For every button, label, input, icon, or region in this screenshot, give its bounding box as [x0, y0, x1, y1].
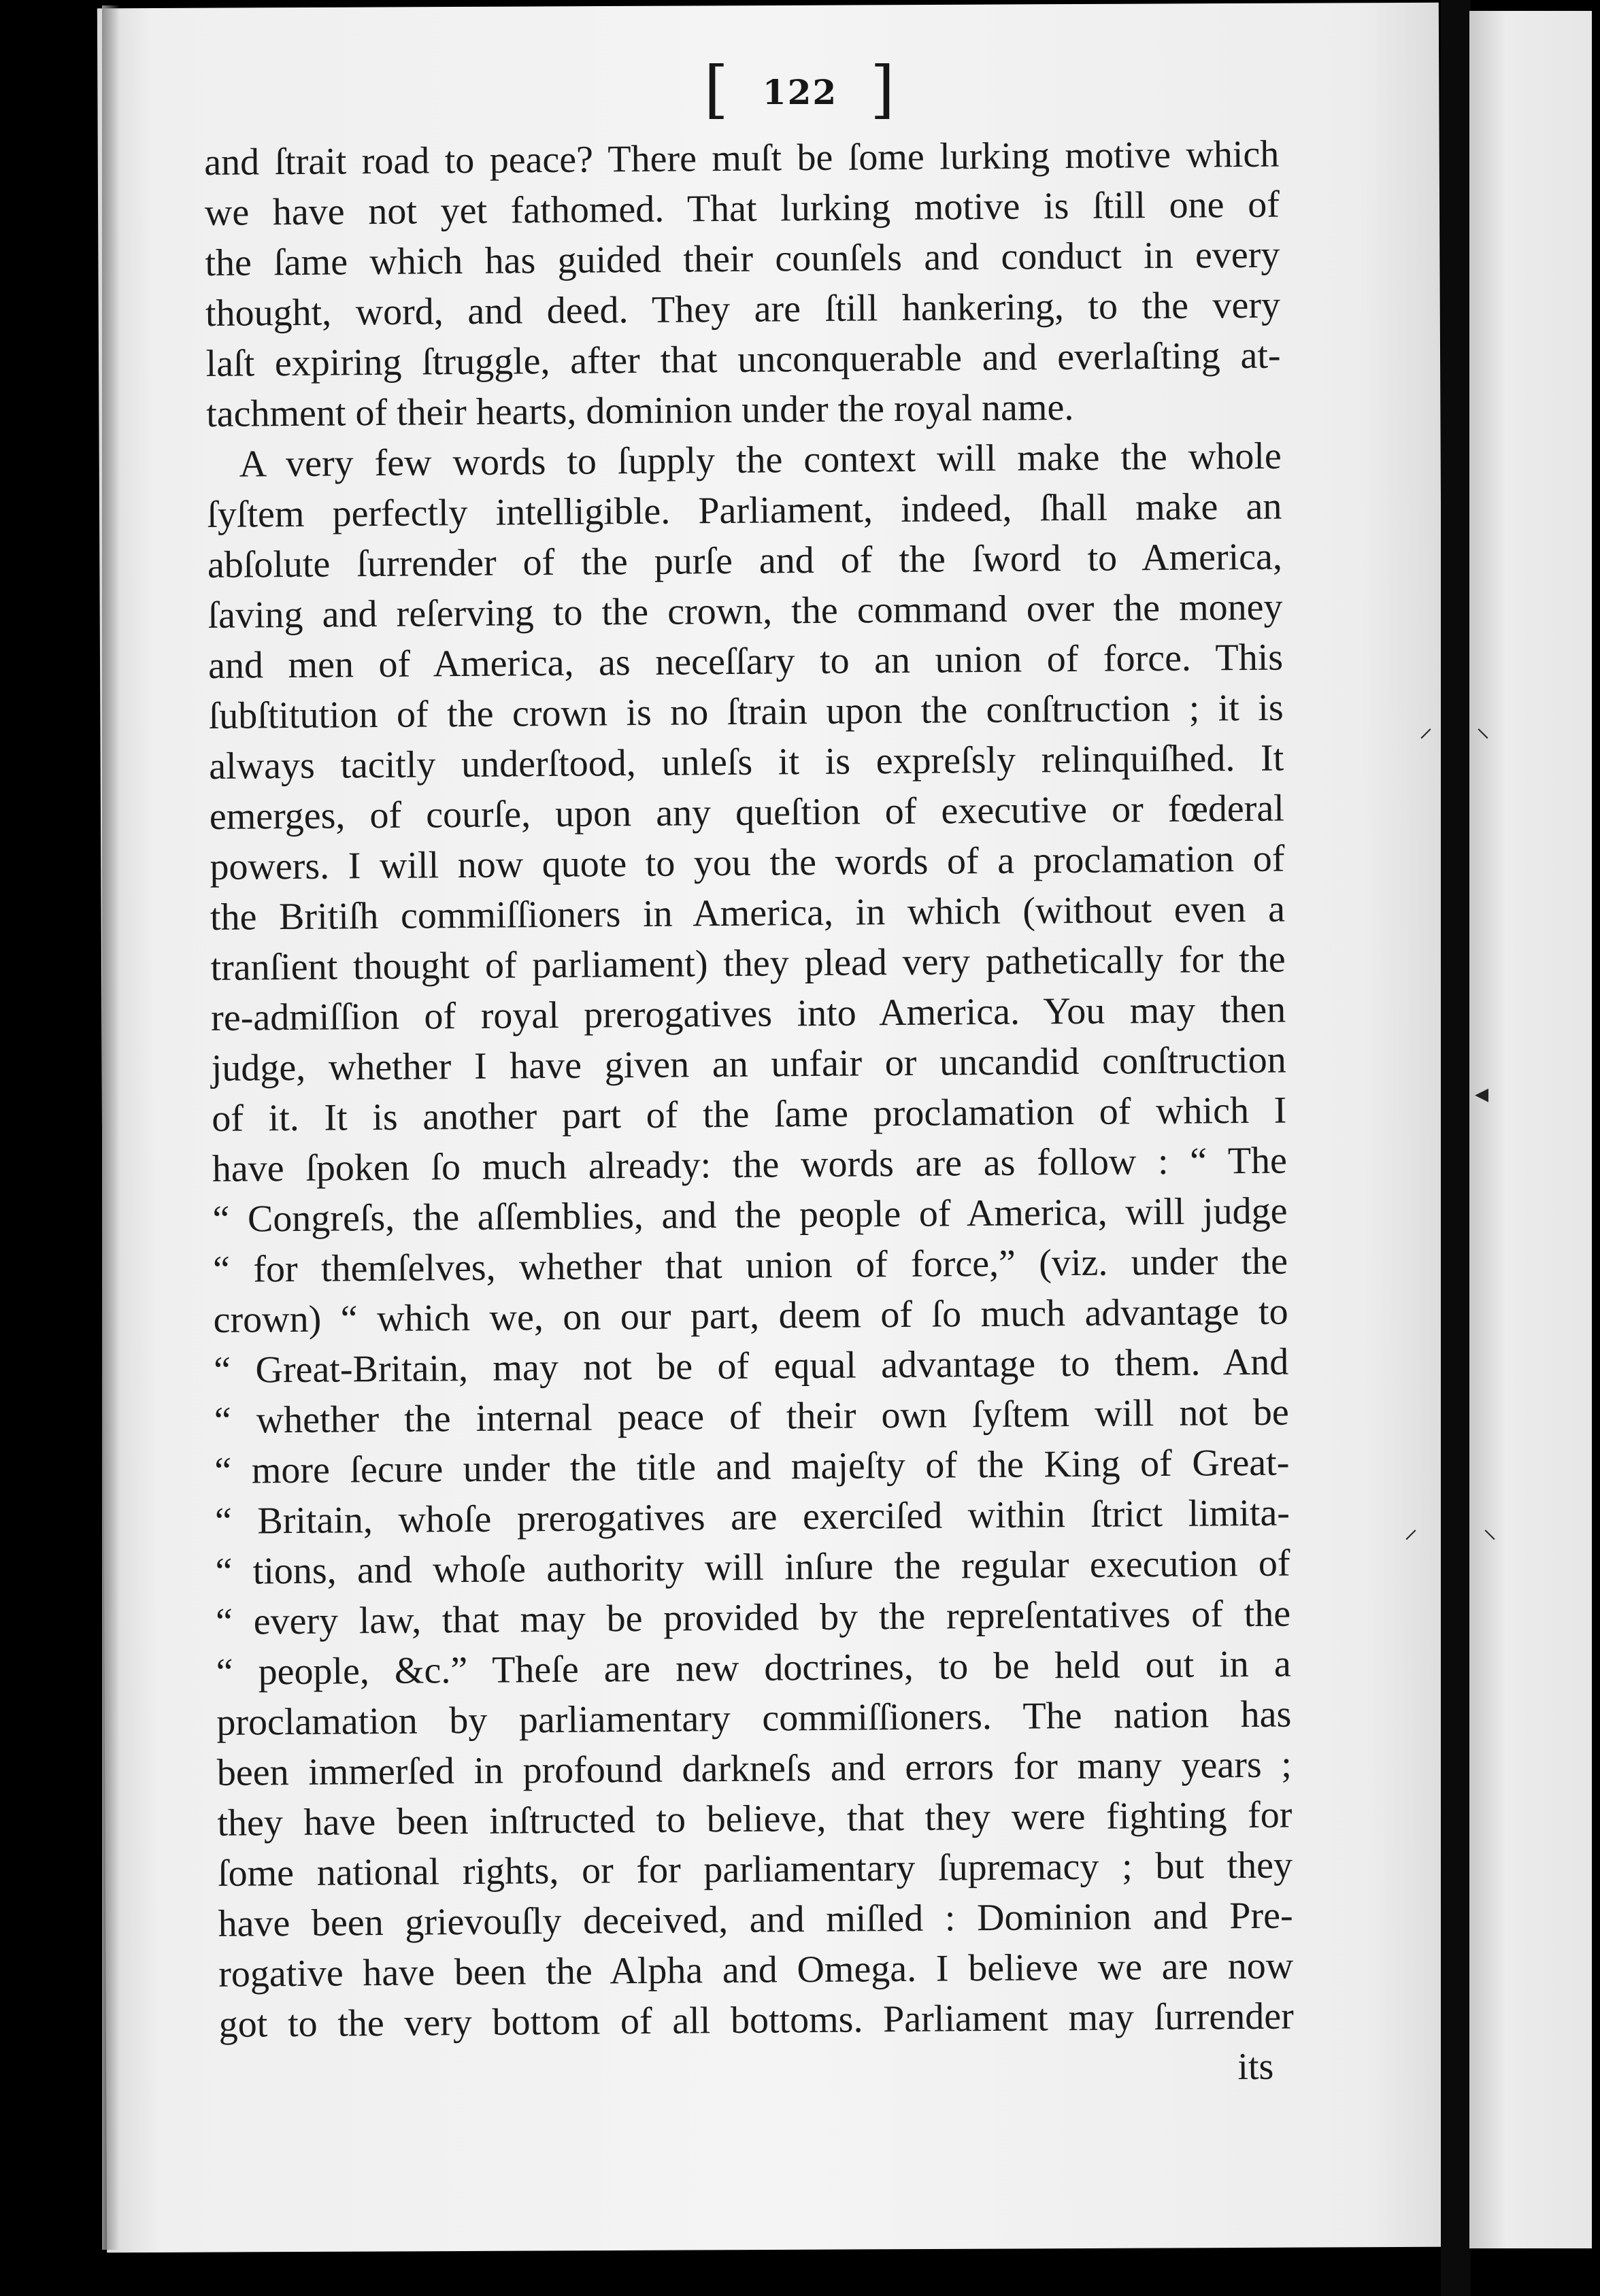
text-line: have ſpoken ſo much already: the words are as follow : “ The	[212, 1139, 1288, 1190]
text-line: proclamation by parliamentary commiſſioners. The nation has	[216, 1693, 1292, 1744]
text-line: “ whether the internal peace of their own ſyſtem will not be	[214, 1391, 1290, 1442]
text-line: the Britiſh commiſſioners in America, in which (without even a	[210, 888, 1286, 939]
page-header	[0, 53, 1600, 126]
text-line: A very few words to ſupply the context will make the whole	[239, 435, 1282, 486]
text-line: “ for themſelves, whether that union of force,” (viz. under the	[212, 1240, 1288, 1291]
open-bracket: [	[703, 53, 730, 126]
margin-mark-icon: ⸝	[1419, 712, 1433, 743]
text-line: emerges, of courſe, upon any queſtion of executive or fœderal	[209, 787, 1285, 838]
text-line: “ Great-Britain, may not be of equal advantage to them. And	[213, 1340, 1289, 1391]
text-line: “ every law, that may be provided by the repreſentatives of the	[215, 1592, 1291, 1643]
text-line: powers. I will now quote to you the words of a proclamation of	[210, 837, 1285, 888]
text-line: laſt expiring ſtruggle, after that unconquerable and everlaſting at-	[205, 334, 1281, 385]
text-line: of it. It is another part of the ſame proclamation of which I	[212, 1089, 1287, 1140]
facing-page-edge	[1469, 11, 1592, 2248]
text-line: thought, word, and deed. They are ſtill hankering, to the very	[205, 284, 1281, 335]
text-line: they have been inſtructed to believe, that they were fighting for	[217, 1793, 1293, 1844]
text-line: the ſame which has guided their counſels and conduct in every	[205, 233, 1280, 284]
text-line: “ people, &c.” Theſe are new doctrines, to be held out in a	[216, 1642, 1291, 1693]
text-line: have been grievouſly deceived, and miſled : Dominion and Pre-	[218, 1894, 1293, 1945]
text-line: ſyſtem perfectly intelligible. Parliament, indeed, ſhall make an	[207, 485, 1282, 536]
text-line: always tacitly underſtood, unleſs it is expreſsly relinquiſhed. It	[209, 737, 1284, 788]
text-line: ſaving and reſerving to the crown, the command over the money	[207, 586, 1283, 637]
margin-mark-icon: ⸝	[1404, 1513, 1418, 1544]
text-line: “ more ſecure under the title and majeſty of the King of Great-	[214, 1441, 1290, 1492]
text-line: and men of America, as neceſſary to an union of force. This	[207, 636, 1284, 687]
text-line: tranſient thought of parliament) they plead very pathetically for the	[210, 938, 1286, 989]
text-line: got to the very bottom of all bottoms. Parliament may ſurrender	[218, 1995, 1294, 2046]
text-line: and ſtrait road to peace? There muſt be ſome lurking motive which	[204, 133, 1280, 184]
text-line: re-admiſſion of royal prerogatives into America. You may then	[210, 988, 1286, 1039]
text-line: crown) “ which we, on our part, deem of ſo much advantage to	[213, 1290, 1288, 1341]
binding-gutter	[1441, 0, 1471, 2296]
text-line: ſome national rights, or for parliamentary ſupremacy ; but they	[217, 1844, 1293, 1895]
close-bracket: ]	[870, 53, 897, 126]
catchword: its	[1237, 2045, 1274, 2089]
text-line: “ Britain, whoſe prerogatives are exerciſed within ſtrict limita-	[214, 1491, 1290, 1542]
page-edge-shadow	[102, 5, 120, 2250]
text-line: “ Congreſs, the aſſemblies, and the people of America, will judge	[212, 1189, 1288, 1240]
text-line: ſubſtitution of the crown is no ſtrain upon the conſtruction ; it is	[208, 686, 1284, 737]
margin-mark-icon: ⸜	[1476, 712, 1490, 743]
text-line: we have not yet fathomed. That lurking motive is ſtill one of	[204, 183, 1280, 234]
text-line: tachment of their hearts, dominion under the royal name.	[205, 386, 1074, 435]
text-line: been immerſed in profound darkneſs and errors for many years ;	[216, 1743, 1293, 1794]
text-line: rogative have been the Alpha and Omega. I believe we are now	[218, 1944, 1294, 1995]
margin-mark-icon: ⸜	[1483, 1513, 1497, 1544]
text-line: “ tions, and whoſe authority will inſure the regular execution of	[215, 1542, 1290, 1593]
page-number: 122	[762, 72, 838, 112]
text-line: judge, whether I have given an unfair or uncandid conſtruction	[211, 1039, 1286, 1090]
text-line: abſolute ſurrender of the purſe and of the ſword to America,	[207, 535, 1283, 586]
body-text	[204, 129, 1295, 2100]
margin-mark-icon: ◂	[1475, 1078, 1489, 1109]
